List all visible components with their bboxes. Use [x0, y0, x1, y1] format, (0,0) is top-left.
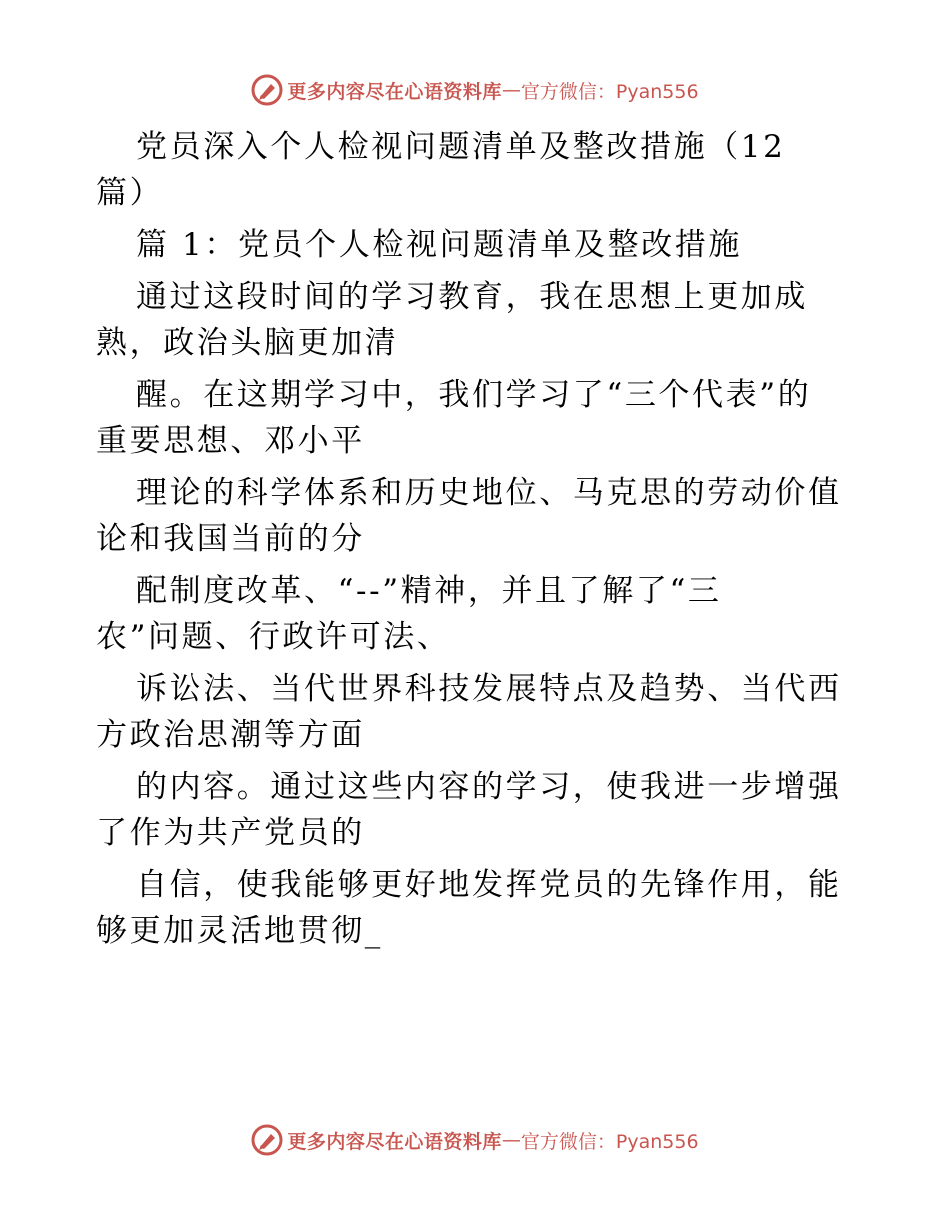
- paragraph-line: 方政治思潮等方面: [96, 717, 365, 753]
- paragraph-line: 诉讼法、当代世界科技发展特点及趋势、当代西: [136, 671, 842, 707]
- banner-contact: 官方微信：Pyan556: [520, 80, 699, 103]
- paragraph-line: 够更加灵活地贯彻_: [96, 913, 383, 949]
- banner-title: 更多内容尽在心语资料库: [287, 1130, 502, 1153]
- paragraph-line: 了作为共产党员的: [96, 815, 365, 851]
- paragraph-line: 自信，使我能够更好地发挥党员的先锋作用，能: [136, 867, 842, 903]
- document-title: [96, 124, 856, 216]
- paragraph: [96, 764, 856, 856]
- paragraph: [96, 372, 856, 464]
- pen-nib-icon: [251, 1124, 283, 1156]
- paragraph-line: 醒。在这期学习中，我们学习了“三个代表”的: [136, 377, 812, 413]
- paragraph-line: 理论的科学体系和历史地位、马克思的劳动价值: [136, 475, 842, 511]
- paragraph: [96, 568, 856, 660]
- banner-contact: 官方微信：Pyan556: [520, 1130, 699, 1153]
- paragraph: [96, 862, 856, 954]
- document-body: [96, 124, 856, 960]
- banner-separator: —: [501, 1129, 521, 1151]
- title-line-1: 党员深入个人检视问题清单及整改措施（12: [136, 129, 786, 165]
- paragraph-line: 农”问题、行政许可法、: [96, 619, 451, 655]
- paragraph: [96, 274, 856, 366]
- title-line-2: 篇）: [96, 175, 164, 211]
- pen-nib-icon: [251, 74, 283, 106]
- paragraph-line: 通过这段时间的学习教育，我在思想上更加成: [136, 279, 808, 315]
- footer-banner: [0, 1122, 950, 1158]
- paragraph-line: 论和我国当前的分: [96, 521, 365, 557]
- paragraph-line: 的内容。通过这些内容的学习，使我进一步增强: [136, 769, 842, 805]
- paragraph: [96, 470, 856, 562]
- paragraph-line: 配制度改革、“--”精神，并且了解了“三: [136, 573, 722, 609]
- banner-separator: —: [501, 79, 521, 101]
- paragraph: [96, 666, 856, 758]
- section-heading: [96, 222, 856, 268]
- section-heading-text: 篇 1：党员个人检视问题清单及整改措施: [136, 227, 742, 263]
- paragraph-line: 重要思想、邓小平: [96, 423, 365, 459]
- banner-title: 更多内容尽在心语资料库: [287, 80, 502, 103]
- paragraph-line: 熟，政治头脑更加清: [96, 325, 399, 361]
- header-banner: [0, 72, 950, 108]
